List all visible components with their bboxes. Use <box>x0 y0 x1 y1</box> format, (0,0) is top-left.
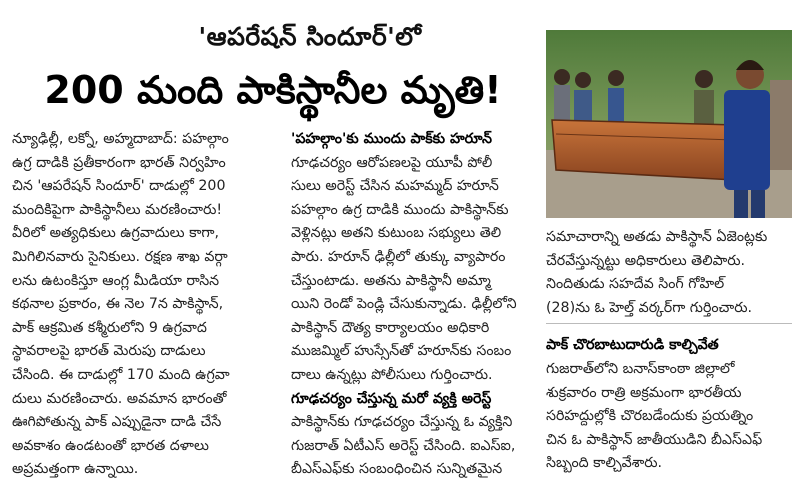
text-line: పాక్ ఆక్రమిత కశ్మీరులోని 9 ఉగ్రవాద <box>12 319 207 336</box>
text-line: మిగిలినవారు సైనికులు. రక్షణ శాఖ వర్గా <box>12 248 228 265</box>
text-line: ఊగిపోతున్న పాక్ ఎప్పుడైనా దాడి చేసే <box>12 414 222 431</box>
text-line: చేస్తుంటాడు. అతను పాకిస్థానీ అమ్మా <box>291 272 491 289</box>
text-line: నిందితుడు సహదేవ సింగ్ గోహిల్ <box>546 276 725 293</box>
text-line: చేరవేస్తున్నట్టు అధికారులు తెలిపారు. <box>546 252 746 269</box>
subheading-harun: 'పహల్గాం'కు ముందు పాక్‌కు హరూన్ <box>291 131 492 147</box>
article-column-3 <box>546 226 791 476</box>
text-line: కథనాల ప్రకారం, ఈ నెల 7న పాకిస్థాన్, <box>12 296 224 313</box>
text-line: న్యూఢిల్లీ, లక్నో, అహ్మదాబాద్: పహల్గాం <box>12 131 229 147</box>
text-line: ముజమ్మిల్ హుస్సేన్‌తో హరూన్‌కు సంబం <box>291 343 512 360</box>
text-line: అప్రమత్తంగా ఉన్నాయి. <box>12 461 139 478</box>
infiltrator-paragraph <box>546 358 791 476</box>
text-line: యిని రెండో పెండ్లి చేసుకున్నాడు. ఢిల్లీలోని <box>291 296 517 313</box>
text-line: పాకిస్థాన్‌కు గూఢచర్యం చేస్తున్న ఓ వ్యక్తిని <box>291 414 513 431</box>
text-line: స్థావరాలపై భారత్ మెరుపు దాడులు <box>12 343 206 360</box>
text-line: మందికిపైగా పాకిస్థానీలు మరణించారు! <box>12 201 223 218</box>
subheading-arrest: గూఢచర్యం చేస్తున్న మరో వ్యక్తి అరెస్ట్ <box>291 390 492 407</box>
text-line: దులు మరణించారు. అవమాన భారంతో <box>12 390 227 407</box>
text-line: పహల్గాం ఉగ్ర దాడికి ముందు పాకిస్థాన్‌కు <box>291 201 509 218</box>
column-divider <box>546 323 792 324</box>
arrest-paragraph <box>291 411 543 482</box>
text-line: దాలు ఉన్నట్లు పోలీసులు గుర్తించారు. <box>291 366 493 383</box>
text-line: చిన ఓ పాకిస్థాన్ జాతీయుడిని బీఎస్ఎఫ్ <box>546 431 763 448</box>
text-line: బీఎస్ఎఫ్‌కు సంబంధించిన సున్నితమైన <box>291 461 503 478</box>
subheading-infiltrator: పాక్ చొరబాటుదారుడి కాల్చివేత <box>546 337 719 354</box>
text-line: చిన 'ఆపరేషన్ సిందూర్' దాడుల్లో 200 <box>12 178 226 195</box>
text-line: ఉగ్ర దాడికి ప్రతీకారంగా భారత్ నిర్వహిం <box>12 154 226 171</box>
harun-paragraph <box>291 152 543 388</box>
text-line: చేసింది. ఈ దాడుల్లో 170 మంది ఉగ్రవా <box>12 366 230 383</box>
article-column-2 <box>291 128 543 482</box>
kicker: 'ఆపరేషన్ సిందూర్'లో <box>198 22 422 51</box>
text-line: గుజరాత్ ఏటీఎస్ అరెస్ట్ చేసింది. ఐఎస్ఐ, <box>291 437 516 454</box>
text-line: సులు అరెస్ట్ చేసిన మహమ్మద్ హరూన్ <box>291 178 499 195</box>
text-line: సరిహద్దుల్లోకి చొరబడేందుకు ప్రయత్నిం <box>546 408 754 425</box>
text-line: సిబ్బంది కాల్చివేశారు. <box>546 455 663 472</box>
text-line: గూఢచర్యం ఆరోపణలపై యూపీ పోలీ <box>291 154 493 171</box>
news-photo <box>546 30 792 218</box>
text-line: గుజరాత్‌లోని బనాస్‌కాంఠా జిల్లాలో <box>546 360 735 377</box>
text-line: లను ఉటంకిస్తూ ఆంగ్ల మీడియా రాసిన <box>12 272 220 289</box>
text-line: (28)ను ఓ హెల్త్ వర్కర్‌గా గుర్తించారు. <box>546 299 753 316</box>
text-line: శుక్రవారం రాత్రి అక్రమంగా భారతీయ <box>546 384 742 401</box>
article-column-1 <box>12 128 282 482</box>
text-line: పారు. హరూన్ ఢిల్లీలో తుక్కు వ్యాపారం <box>291 248 506 265</box>
text-line: అవకాశం ఉండటంతో భారత దళాలు <box>12 437 209 454</box>
headline: 200 మంది పాకిస్థానీల మృతి! <box>44 68 502 112</box>
text-line: వెళ్లినట్లు అతని కుటుంబ సభ్యులు తెలి <box>291 225 502 242</box>
text-line: పాకిస్థాన్ దౌత్య కార్యాలయం అధికారి <box>291 319 490 336</box>
text-line: సమాచారాన్ని అతడు పాకిస్థాన్ ఏజెంట్లకు <box>546 229 768 245</box>
informer-paragraph <box>546 226 791 320</box>
text-line: వీరిలో అత్యధికులు ఉగ్రవాదులు కాగా, <box>12 225 219 242</box>
